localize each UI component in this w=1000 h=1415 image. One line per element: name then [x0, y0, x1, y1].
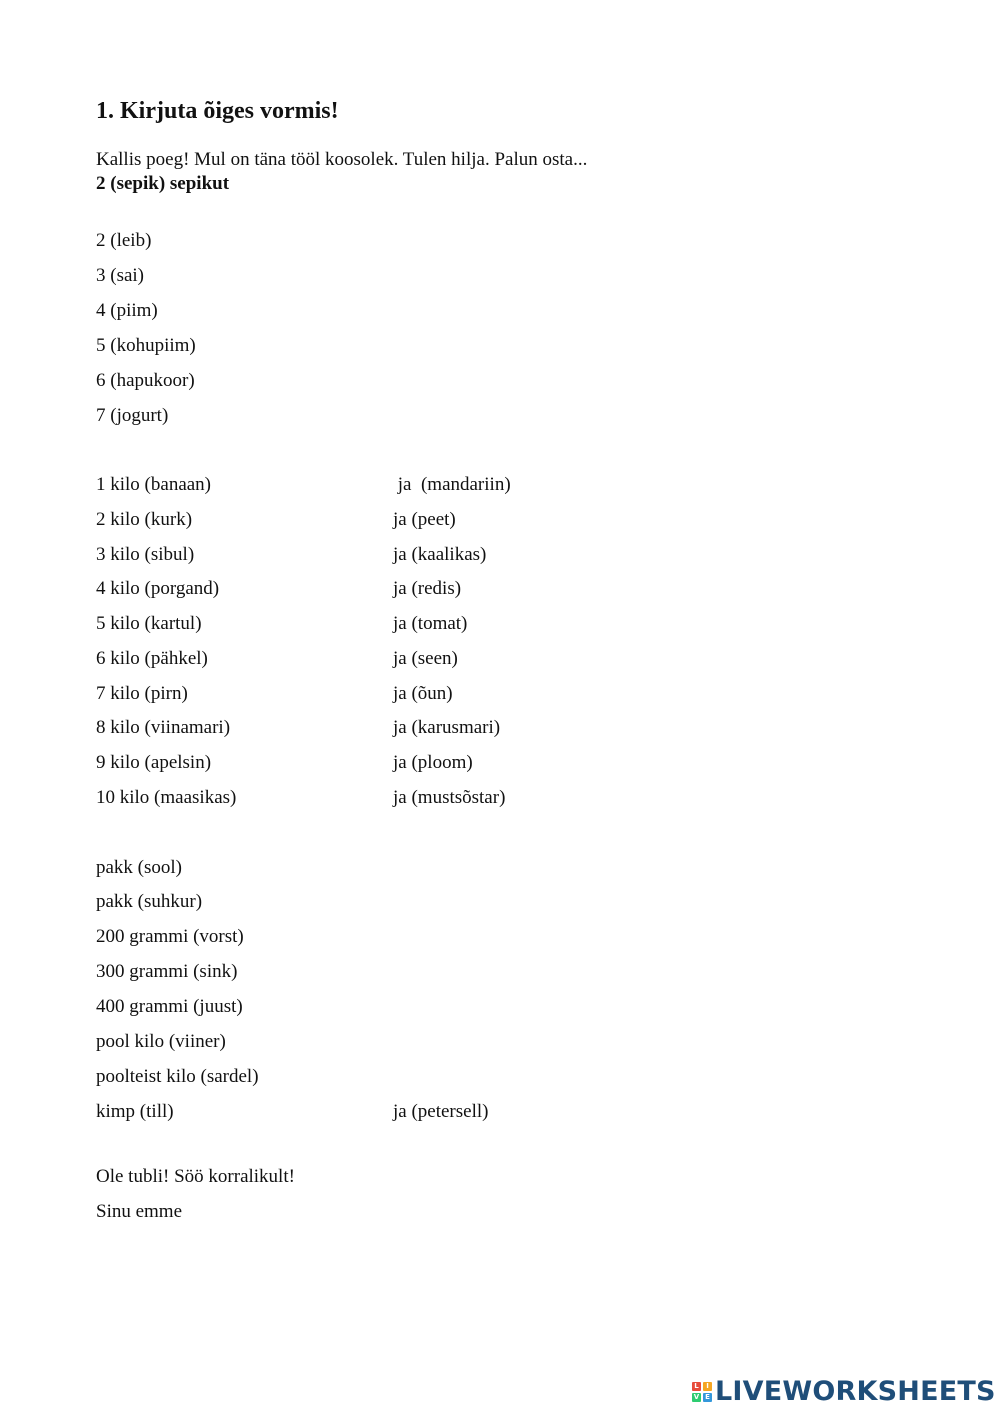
logo-tile-icon: V [693, 1393, 700, 1401]
worksheet-title: 1. Kirjuta õiges vormis! [96, 98, 339, 124]
exercise-item-left: 7 kilo (pirn) [96, 683, 188, 704]
exercise-item: 7 (jogurt) [96, 405, 169, 426]
logo-text: LIVEWORKSHEETS [715, 1376, 996, 1407]
exercise-item-right: ja (karusmari) [393, 717, 501, 738]
exercise-item-left: 1 kilo (banaan) [96, 474, 212, 495]
exercise-item-left: pakk (sool) [96, 857, 183, 878]
exercise-item-left: 10 kilo (maasikas) [96, 787, 237, 808]
exercise-item-left: pool kilo (viiner) [96, 1031, 226, 1052]
exercise-item: 2 (leib) [96, 230, 152, 251]
exercise-item-right: ja (petersell) [393, 1101, 489, 1122]
signature: Sinu emme [96, 1201, 183, 1222]
exercise-item: 4 (piim) [96, 300, 158, 321]
exercise-item-left: 9 kilo (apelsin) [96, 752, 212, 773]
exercise-item-right: ja (redis) [393, 578, 462, 599]
exercise-item: 3 (sai) [96, 265, 145, 286]
intro-text: Kallis poeg! Mul on täna tööl koosolek. Tulen hilja. Palun osta... [96, 149, 588, 170]
exercise-item-right: ja (mandariin) [393, 474, 511, 495]
exercise-item-left: 4 kilo (porgand) [96, 578, 220, 599]
exercise-item-right: ja (seen) [393, 648, 458, 669]
exercise-item-left: 400 grammi (juust) [96, 996, 243, 1017]
exercise-item-right: ja (peet) [393, 509, 456, 530]
closing-line: Ole tubli! Söö korralikult! [96, 1166, 295, 1187]
exercise-item-left: 3 kilo (sibul) [96, 544, 195, 565]
example-answer: 2 (sepik) sepikut [96, 173, 230, 194]
logo-tile-icon: E [703, 1393, 712, 1402]
logo-icon [692, 1382, 712, 1402]
exercise-item-right: ja (kaalikas) [393, 544, 487, 565]
liveworksheets-logo [692, 1375, 996, 1409]
exercise-item-right: ja (ploom) [393, 752, 473, 773]
exercise-item-left: 200 grammi (vorst) [96, 926, 244, 947]
exercise-item-right: ja (tomat) [393, 613, 468, 634]
exercise-item-left: 5 kilo (kartul) [96, 613, 202, 634]
exercise-item: 5 (kohupiim) [96, 335, 196, 356]
exercise-item-left: 2 kilo (kurk) [96, 509, 193, 530]
exercise-item-left: 6 kilo (pähkel) [96, 648, 208, 669]
logo-tile-icon: L [692, 1382, 701, 1391]
logo-tile-icon: I [703, 1382, 712, 1391]
exercise-item-left: poolteist kilo (sardel) [96, 1066, 259, 1087]
exercise-item-left: 300 grammi (sink) [96, 961, 238, 982]
exercise-item-left: 8 kilo (viinamari) [96, 717, 231, 738]
exercise-item-left: pakk (suhkur) [96, 891, 203, 912]
exercise-item: 6 (hapukoor) [96, 370, 195, 391]
exercise-item-right: ja (õun) [393, 683, 453, 704]
exercise-item-left: kimp (till) [96, 1101, 174, 1122]
exercise-item-right: ja (mustsõstar) [393, 787, 506, 808]
